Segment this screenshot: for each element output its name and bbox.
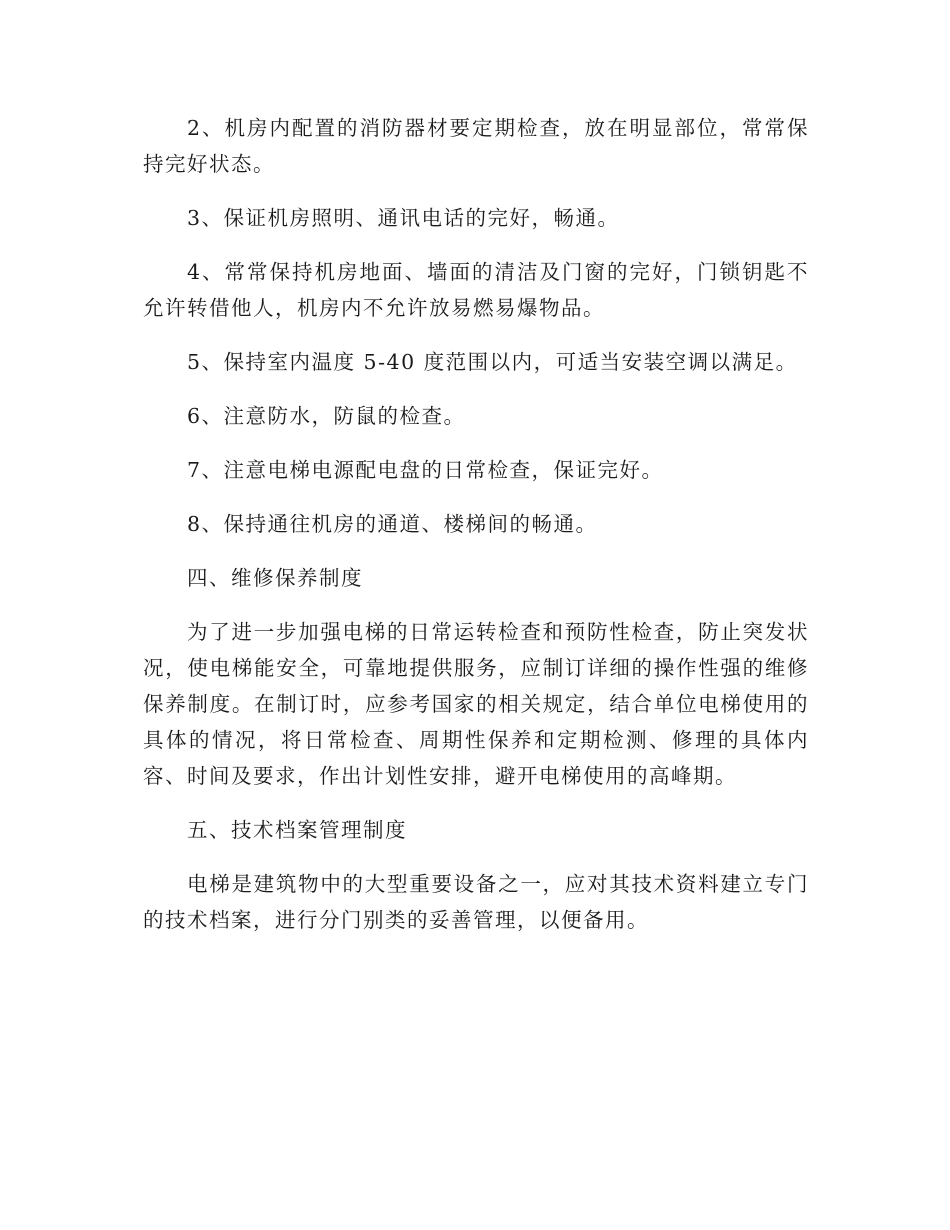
paragraph-temperature: 5、保持室内温度 5-40 度范围以内，可适当安装空调以满足。 [187,350,798,374]
paragraph-lighting-phone: 3、保证机房照明、通讯电话的完好，畅通。 [187,206,620,230]
document-body [143,110,809,956]
paragraph-power-panel: 7、注意电梯电源配电盘的日常检查，保证完好。 [187,458,664,482]
paragraph-water-rodent: 6、注意防水，防鼠的检查。 [187,404,466,428]
paragraph-archives: 电梯是建筑物中的大型重要设备之一，应对其技术资料建立专门的技术档案，进行分门别类的妥善管理，以便备用。 [143,872,809,932]
paragraph-maintenance: 为了进一步加强电梯的日常运转检查和预防性检查，防止突发状况，使电梯能安全，可靠地提供服务，应制订详细的操作性强的维修保养制度。在制订时，应参考国家的相关规定，结合单位电梯使用的具体的情况，将日常检查、周期性保养和定期检测、修理的具体内容、时间及要求，作出计划性安排，避开电梯使用的高峰期。 [143,620,809,788]
section-heading-maintenance: 四、维修保养制度 [187,566,363,590]
section-heading-archives: 五、技术档案管理制度 [187,818,407,842]
paragraph-passage: 8、保持通往机房的通道、楼梯间的畅通。 [187,512,598,536]
paragraph-fire-equipment: 2、机房内配置的消防器材要定期检查，放在明显部位，常常保持完好状态。 [143,116,809,176]
paragraph-cleanliness: 4、常常保持机房地面、墙面的清洁及门窗的完好，门锁钥匙不允许转借他人，机房内不允许放易燃易爆物品。 [143,260,809,320]
